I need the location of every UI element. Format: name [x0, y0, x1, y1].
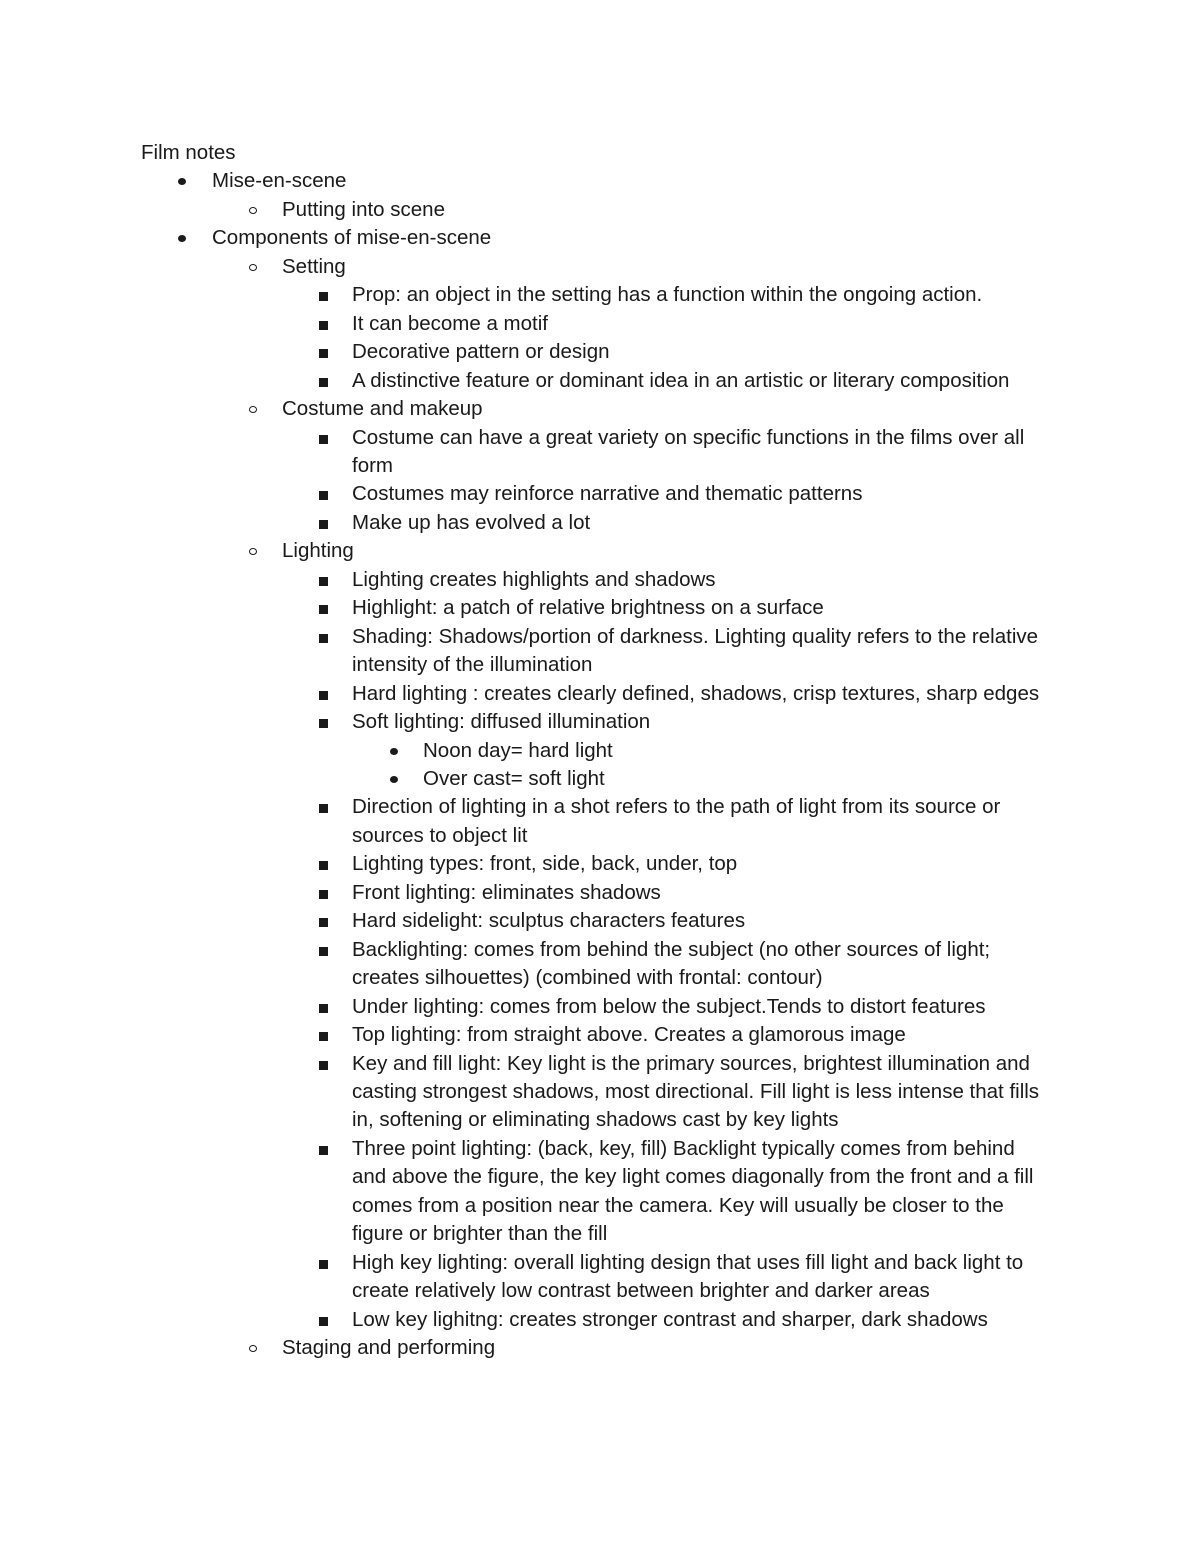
square-bullet-icon [319, 861, 328, 870]
outline-item-level-1 [141, 167, 1071, 195]
filled-circle-bullet-icon [178, 235, 186, 242]
outline-item-level-4 [141, 737, 1071, 765]
outline-item-text: Backlighting: comes from behind the subject (no other sources of light; creates silhouettes) (combined with frontal: contour) [352, 937, 991, 990]
outline-item-level-2 [141, 1334, 1071, 1362]
outline-item-level-3 [141, 708, 1052, 736]
outline-item-level-3 [141, 680, 1052, 708]
outline-item-level-3 [141, 1249, 1052, 1306]
outline-item-text: Noon day= hard light [423, 738, 613, 762]
square-bullet-icon [319, 491, 328, 500]
outline-item-level-3 [141, 281, 1052, 309]
filled-circle-bullet-icon [178, 178, 186, 185]
outline-item-level-3 [141, 594, 1052, 622]
outline-item-text: Hard lighting : creates clearly defined, shadows, crisp textures, sharp edges [352, 681, 1040, 705]
outline-item-level-3 [141, 509, 1052, 537]
outline-item-text: Shading: Shadows/portion of darkness. Lighting quality refers to the relative intensity of the illumination [352, 624, 1039, 677]
outline-item-level-1 [141, 224, 1071, 252]
outline-item-text: Setting [282, 254, 346, 278]
outline-item-text: Prop: an object in the setting has a function within the ongoing action. [352, 283, 983, 307]
outline-item-text: Soft lighting: diffused illumination [352, 710, 651, 734]
outline-item-level-3 [141, 424, 1052, 481]
outline-item-level-3 [141, 310, 1052, 338]
outline-item-text: Highlight: a patch of relative brightness on a surface [352, 596, 824, 620]
outline-item-level-3 [141, 566, 1052, 594]
square-bullet-icon [319, 890, 328, 899]
outline-item-text: Lighting [282, 539, 354, 563]
outline-item-text: Costume can have a great variety on specific functions in the films over all form [352, 425, 1025, 477]
square-bullet-icon [319, 719, 328, 728]
outline-item-level-2 [141, 537, 1071, 565]
outline-item-text: Costumes may reinforce narrative and thematic patterns [352, 482, 863, 506]
square-bullet-icon [319, 349, 328, 358]
filled-circle-bullet-icon [390, 748, 398, 755]
outline-item-level-3 [141, 936, 1052, 993]
outline-item-level-3 [141, 480, 1052, 508]
outline-item-text: Staging and performing [282, 1336, 496, 1360]
outline-item-level-3 [141, 1135, 1052, 1249]
outline-item-level-3 [141, 850, 1052, 878]
outline-item-level-3 [141, 793, 1052, 850]
notes-outline [141, 167, 1071, 1362]
outline-item-text: Front lighting: eliminates shadows [352, 880, 661, 904]
outline-item-level-2 [141, 253, 1071, 281]
outline-item-text: Three point lighting: (back, key, fill) Backlight typically comes from behind and above the figure, the key light comes diagonally from the front and a fill comes from a position near the camera. Key will usually be closer to the figure or brighter than the fill [352, 1136, 1034, 1246]
outline-item-text: Make up has evolved a lot [352, 510, 591, 534]
outline-item-text: Costume and makeup [282, 397, 483, 421]
outline-item-text: Components of mise-en-scene [212, 226, 492, 250]
square-bullet-icon [319, 292, 328, 301]
document-page [141, 139, 1071, 1362]
outline-item-text: Decorative pattern or design [352, 340, 610, 364]
outline-item-level-3 [141, 1021, 1052, 1049]
outline-item-level-3 [141, 907, 1052, 935]
document-title: Film notes [141, 141, 236, 164]
outline-item-level-4 [141, 765, 1071, 793]
outline-item-text: Hard sidelight: sculptus characters features [352, 909, 746, 933]
outline-item-level-3 [141, 879, 1052, 907]
outline-item-level-3 [141, 1050, 1052, 1135]
outline-item-level-3 [141, 338, 1052, 366]
outline-item-text: Mise-en-scene [212, 169, 347, 193]
hollow-circle-bullet-icon [249, 548, 257, 555]
outline-item-text: A distinctive feature or dominant idea in an artistic or literary composition [352, 368, 1010, 392]
square-bullet-icon [319, 605, 328, 614]
outline-item-text: Over cast= soft light [423, 766, 605, 790]
outline-item-text: High key lighting: overall lighting design that uses fill light and back light to create relatively low contrast between brighter and darker areas [352, 1250, 1024, 1303]
outline-item-text: Under lighting: comes from below the subject.Tends to distort features [352, 994, 986, 1018]
filled-circle-bullet-icon [390, 776, 398, 783]
square-bullet-icon [319, 1317, 328, 1326]
outline-item-text: Lighting creates highlights and shadows [352, 567, 716, 591]
square-bullet-icon [319, 918, 328, 927]
square-bullet-icon [319, 1061, 328, 1070]
square-bullet-icon [319, 577, 328, 586]
square-bullet-icon [319, 804, 328, 813]
square-bullet-icon [319, 378, 328, 387]
square-bullet-icon [319, 1146, 328, 1155]
outline-item-level-3 [141, 367, 1052, 395]
square-bullet-icon [319, 1004, 328, 1013]
outline-item-level-2 [141, 395, 1071, 423]
outline-item-text: Top lighting: from straight above. Creates a glamorous image [352, 1023, 906, 1047]
square-bullet-icon [319, 947, 328, 956]
hollow-circle-bullet-icon [249, 1345, 257, 1352]
square-bullet-icon [319, 691, 328, 700]
hollow-circle-bullet-icon [249, 207, 257, 214]
outline-item-text: Key and fill light: Key light is the primary sources, brightest illumination and casting strongest shadows, most directional. Fill light is less intense that fills in, softening or eliminating shadows cast by key lights [352, 1051, 1040, 1132]
outline-item-text: Direction of lighting in a shot refers to the path of light from its source or sources to object lit [352, 795, 1001, 847]
outline-item-text: Lighting types: front, side, back, under, top [352, 852, 738, 876]
square-bullet-icon [319, 1032, 328, 1041]
square-bullet-icon [319, 1260, 328, 1269]
hollow-circle-bullet-icon [249, 264, 257, 271]
square-bullet-icon [319, 634, 328, 643]
outline-item-level-3 [141, 623, 1052, 680]
square-bullet-icon [319, 321, 328, 330]
outline-item-level-2 [141, 196, 1071, 224]
outline-item-text: It can become a motif [352, 311, 548, 335]
square-bullet-icon [319, 520, 328, 529]
hollow-circle-bullet-icon [249, 406, 257, 413]
outline-item-level-3 [141, 1306, 1052, 1334]
outline-item-level-3 [141, 993, 1052, 1021]
outline-item-text: Low key lighitng: creates stronger contrast and sharper, dark shadows [352, 1307, 988, 1331]
square-bullet-icon [319, 435, 328, 444]
outline-item-text: Putting into scene [282, 197, 445, 221]
